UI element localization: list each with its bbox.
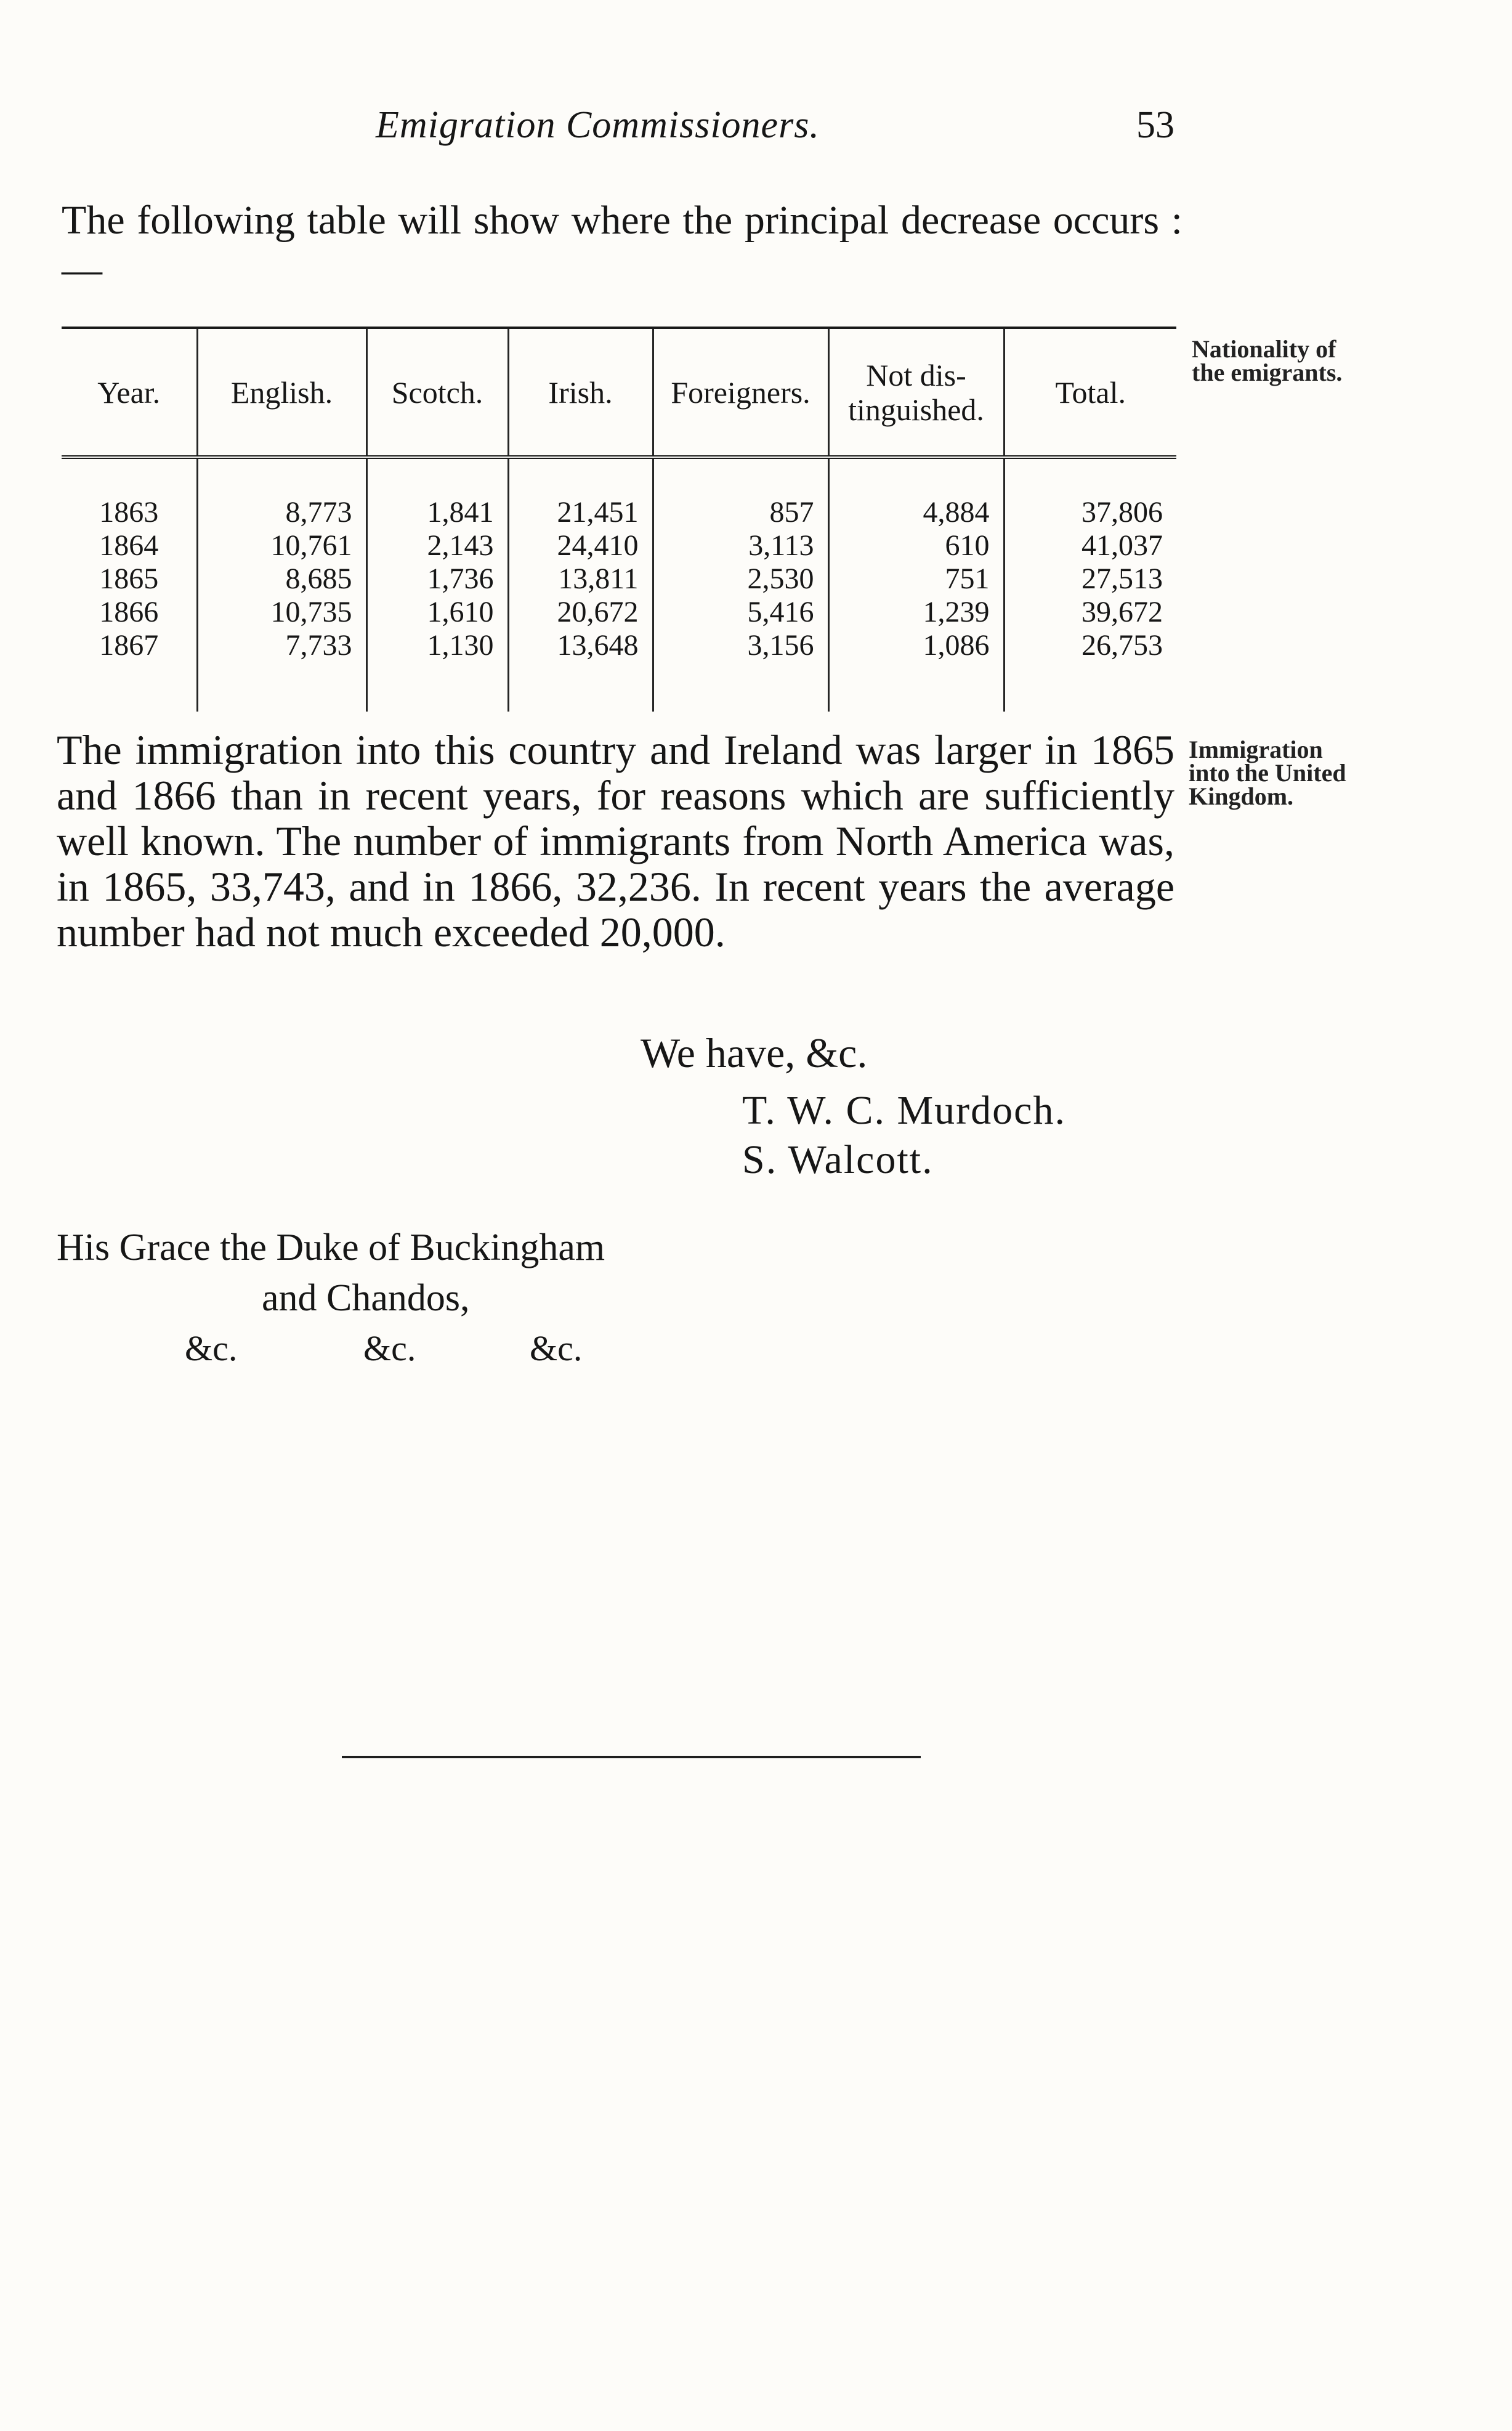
cell-irish: 13,811 bbox=[508, 562, 653, 596]
cell-year: 1867 bbox=[99, 629, 159, 662]
cell-total: 41,037 bbox=[1004, 529, 1176, 562]
table-spacer bbox=[62, 662, 1176, 712]
col-header-not-distinguished-line1: Not dis- bbox=[866, 357, 966, 392]
table-header-row bbox=[62, 328, 1176, 457]
etc-mark: &c. bbox=[530, 1328, 583, 1368]
intro-text: The following table will show where the principal decrease occurs :— bbox=[62, 198, 1183, 292]
cell-scotch: 2,143 bbox=[366, 529, 508, 562]
col-header-irish: Irish. bbox=[508, 328, 653, 457]
margin-note-line: Immigration bbox=[1189, 736, 1323, 763]
cell-total: 26,753 bbox=[1004, 629, 1176, 662]
addressee-line-2: and Chandos, bbox=[262, 1277, 470, 1319]
cell-english: 10,761 bbox=[197, 529, 366, 562]
closing-rule bbox=[342, 1756, 921, 1758]
cell-year: 1866 bbox=[99, 596, 159, 628]
cell-scotch: 1,130 bbox=[366, 629, 508, 662]
cell-not-distinguished: 1,239 bbox=[828, 596, 1004, 629]
cell-scotch: 1,610 bbox=[366, 596, 508, 629]
cell-irish: 13,648 bbox=[508, 629, 653, 662]
margin-note-line: into the United bbox=[1189, 759, 1346, 787]
margin-note-line: Kingdom. bbox=[1189, 782, 1294, 810]
col-header-not-distinguished-line2: tinguished. bbox=[848, 392, 984, 427]
cell-foreigners: 2,530 bbox=[653, 562, 828, 596]
cell-not-distinguished: 610 bbox=[828, 529, 1004, 562]
cell-foreigners: 3,156 bbox=[653, 629, 828, 662]
cell-not-distinguished: 1,086 bbox=[828, 629, 1004, 662]
cell-english: 10,735 bbox=[197, 596, 366, 629]
table-row bbox=[62, 596, 1176, 629]
cell-english: 7,733 bbox=[197, 629, 366, 662]
cell-not-distinguished: 4,884 bbox=[828, 496, 1004, 529]
col-header-foreigners: Foreigners. bbox=[653, 328, 828, 457]
cell-irish: 20,672 bbox=[508, 596, 653, 629]
etc-mark: &c. bbox=[363, 1328, 416, 1368]
table-row bbox=[62, 562, 1176, 596]
cell-foreigners: 3,113 bbox=[653, 529, 828, 562]
running-head: Emigration Commissioners. bbox=[376, 104, 820, 146]
margin-note-line: Nationality of bbox=[1192, 335, 1336, 363]
cell-english: 8,685 bbox=[197, 562, 366, 596]
cell-total: 27,513 bbox=[1004, 562, 1176, 596]
cell-total: 37,806 bbox=[1004, 496, 1176, 529]
cell-foreigners: 5,416 bbox=[653, 596, 828, 629]
table-spacer bbox=[62, 457, 1176, 496]
margin-note-nationality bbox=[1192, 335, 1389, 386]
cell-not-distinguished: 751 bbox=[828, 562, 1004, 596]
cell-total: 39,672 bbox=[1004, 596, 1176, 629]
closing-greeting: We have, &c. bbox=[641, 1029, 868, 1076]
page-number: 53 bbox=[1136, 104, 1174, 146]
table-row bbox=[62, 496, 1176, 529]
col-header-scotch: Scotch. bbox=[366, 328, 508, 457]
addressee-line-1: His Grace the Duke of Buckingham bbox=[57, 1227, 605, 1268]
signatory-walcott: S. Walcott. bbox=[742, 1137, 934, 1182]
cell-year: 1863 bbox=[99, 496, 159, 529]
table-row bbox=[62, 529, 1176, 562]
margin-note-line: the emigrants. bbox=[1192, 359, 1343, 386]
col-header-english: English. bbox=[197, 328, 366, 457]
cell-scotch: 1,841 bbox=[366, 496, 508, 529]
cell-irish: 21,451 bbox=[508, 496, 653, 529]
cell-english: 8,773 bbox=[197, 496, 366, 529]
cell-scotch: 1,736 bbox=[366, 562, 508, 596]
cell-year: 1864 bbox=[99, 529, 159, 562]
table-row bbox=[62, 629, 1176, 662]
signatory-murdoch: T. W. C. Murdoch. bbox=[742, 1088, 1066, 1133]
col-header-total: Total. bbox=[1004, 328, 1176, 457]
col-header-year: Year. bbox=[62, 328, 197, 457]
col-header-not-distinguished bbox=[828, 328, 1004, 457]
etc-mark: &c. bbox=[185, 1328, 238, 1368]
cell-irish: 24,410 bbox=[508, 529, 653, 562]
data-table bbox=[62, 327, 1176, 712]
body-paragraph: The immigration into this country and Ireland was larger in 1865 and 1866 than in recent years, for reasons which are sufficiently well known. The number of immigrants from North America was, in 1865, 33,743, and in 1866, 32,236. In recent years the average number had not much exceeded 20,000. bbox=[57, 726, 1174, 956]
cell-foreigners: 857 bbox=[653, 496, 828, 529]
emigration-table bbox=[62, 327, 1176, 712]
cell-year: 1865 bbox=[99, 562, 159, 595]
margin-note-immigration bbox=[1189, 738, 1392, 808]
